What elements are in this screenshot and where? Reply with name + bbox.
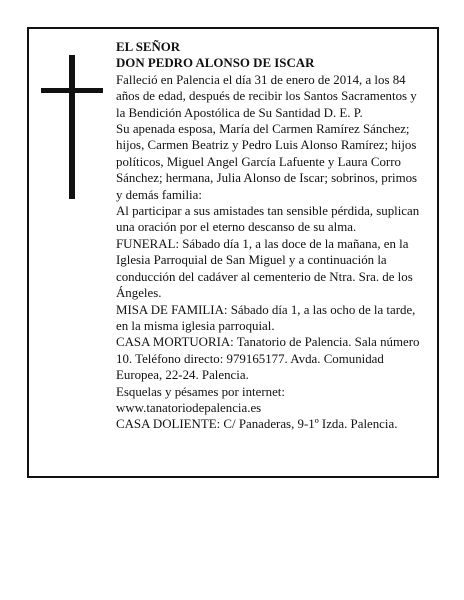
- obituary-frame: [27, 27, 439, 478]
- cross-horizontal-bar: [41, 88, 103, 93]
- family-list: Su apenada esposa, María del Carmen Ramírez Sánchez; hijos, Carmen Beatriz y Pedro Luis Alonso Ramírez; hijos políticos, Miguel Angel García Lafuente y Laura Corro Sánchez; hermana, Julia Alonso de Iscar; sobrinos, primos y demás familia:: [116, 122, 418, 202]
- death-announcement: Falleció en Palencia el día 31 de enero de 2014, a los 84 años de edad, después de recibir los Santos Sacramentos y la Bendición Apostólica de Su Santidad D. E. P.: [116, 72, 417, 120]
- cross-vertical-bar: [69, 55, 75, 199]
- funeral-home-info: CASA MORTUORIA: Tanatorio de Palencia. Sala número 10. Teléfono directo: 979165177. Avda. Comunidad Europea, 22-24. Palencia.: [116, 335, 420, 383]
- obituary-text: [116, 39, 424, 433]
- family-mass-info: MISA DE FAMILIA: Sábado día 1, a las ocho de la tarde, en la misma iglesia parroquial.: [116, 302, 416, 333]
- cross-icon: [41, 55, 103, 199]
- prayer-request: Al participar a sus amistades tan sensible pérdida, suplican una oración por el eterno descanso de su alma.: [116, 204, 420, 235]
- deceased-name: DON PEDRO ALONSO DE ISCAR: [116, 56, 315, 71]
- funeral-info: FUNERAL: Sábado día 1, a las doce de la mañana, en la Iglesia Parroquial de San Miguel y a continuación la conducción del cadáver al cementerio de Ntra. Sra. de los Ángeles.: [116, 236, 413, 301]
- mourning-house-info: CASA DOLIENTE: C/ Panaderas, 9-1º Izda. Palencia.: [116, 417, 398, 432]
- internet-condolences: Esquelas y pésames por internet: www.tanatoriodepalencia.es: [116, 384, 285, 415]
- obituary-title: EL SEÑOR: [116, 40, 181, 54]
